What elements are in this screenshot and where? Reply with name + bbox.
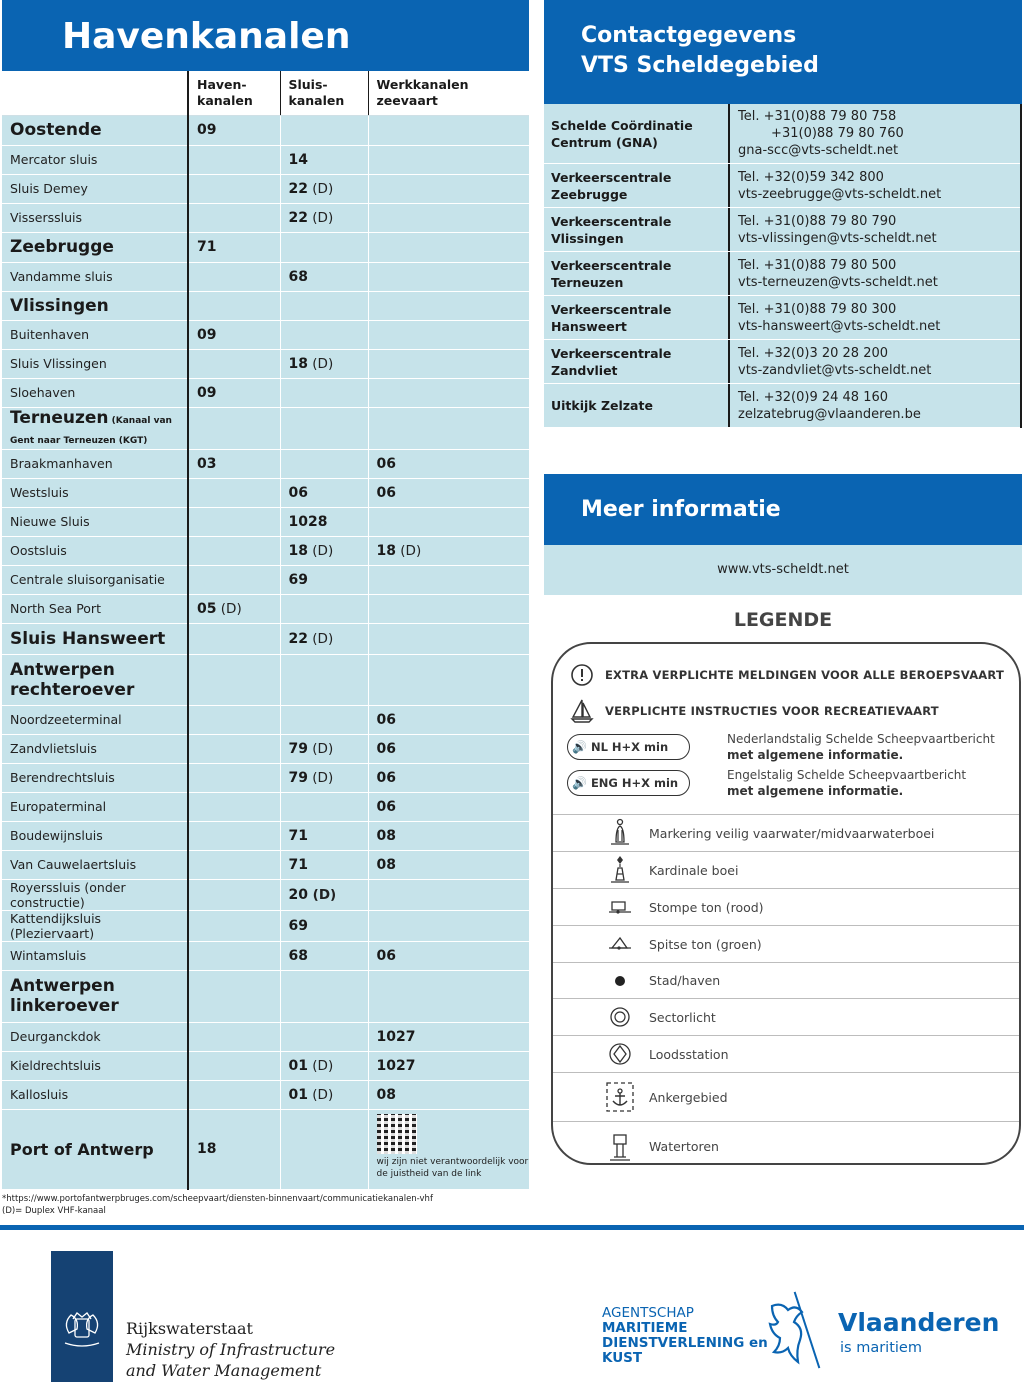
contact-details	[730, 104, 1020, 163]
location-name: Berendrechtsluis	[2, 763, 188, 792]
rijkswaterstaat-text: Rijkswaterstaat Ministry of Infrastructure and Water Management	[126, 1319, 336, 1380]
havenkanaal-value	[188, 623, 280, 654]
sluiskanaal-value	[280, 320, 368, 349]
section-row-vlissingen	[2, 291, 529, 320]
table-row-kattendijksluis-pleziervaart	[2, 910, 529, 941]
contact-title-line-2: VTS Scheldegebied	[581, 53, 819, 78]
meer-informatie-title: Meer informatie	[544, 474, 1022, 545]
contact-row	[544, 296, 1020, 340]
sluiskanaal-value: 22 (D)	[280, 174, 368, 203]
eng-description: Engelstalig Schelde Scheepvaartbericht met algemene informatie.	[727, 768, 967, 798]
sluiskanaal-value: 68	[280, 262, 368, 291]
havenkanaal-value	[188, 734, 280, 763]
werkkanaal-value: 1027	[368, 1051, 529, 1080]
legend-eng-bericht	[567, 768, 1007, 798]
contact-details	[730, 164, 1020, 207]
location-name: Noordzeeterminal	[2, 705, 188, 734]
table-row-nieuwe-sluis	[2, 507, 529, 536]
sluiskanaal-value	[280, 378, 368, 407]
location-name: Port of Antwerp	[2, 1109, 188, 1189]
werkkanaal-value	[368, 654, 529, 705]
legend-item-label: Loodsstation	[649, 1046, 729, 1062]
sailboat-icon	[567, 698, 597, 724]
havenkanaal-value	[188, 970, 280, 1022]
legend-item	[553, 1072, 1019, 1121]
werkkanaal-value: 08	[368, 850, 529, 879]
table-row-oostsluis	[2, 536, 529, 565]
legend-recreatie: VERPLICHTE INSTRUCTIES VOOR RECREATIEVAART	[567, 696, 1007, 726]
legend-item-label: Watertoren	[649, 1139, 719, 1154]
legend-extra-meldingen: EXTRA VERPLICHTE MELDINGEN VOOR ALLE BEROEPSVAART	[567, 660, 1007, 690]
rijkswaterstaat-logo	[51, 1251, 113, 1382]
sluiskanaal-value: 20 (D)	[280, 879, 368, 910]
section-row-zeebrugge	[2, 232, 529, 262]
havenkanaal-value	[188, 792, 280, 821]
havenkanaal-value	[188, 654, 280, 705]
werkkanaal-value	[368, 565, 529, 594]
sluiskanaal-value	[280, 407, 368, 449]
qr-note: wij zijn niet verantwoordelijk voor de juistheid van de link	[376, 1156, 529, 1179]
location-name: Antwerpen linkeroever	[2, 970, 188, 1022]
sluiskanaal-value: 22 (D)	[280, 623, 368, 654]
legend-item	[553, 888, 1019, 925]
werkkanaal-value	[368, 115, 529, 145]
havenkanaal-value	[188, 349, 280, 378]
contact-list	[544, 104, 1022, 428]
nl-description: Nederlandstalig Schelde Scheepvaartbericht met algemene informatie.	[727, 732, 995, 762]
location-name: Sloehaven	[2, 378, 188, 407]
location-name: Royerssluis (onder constructie)	[2, 879, 188, 910]
havenkanaal-value	[188, 407, 280, 449]
werkkanaal-value	[368, 145, 529, 174]
werkkanaal-value: 06	[368, 792, 529, 821]
sluiskanaal-value	[280, 594, 368, 623]
contact-phone[interactable]: +31(0)88 79 80 760	[738, 126, 904, 141]
havenkanaal-value	[188, 850, 280, 879]
legend-item	[553, 851, 1019, 888]
location-name: Vlissingen	[2, 291, 188, 320]
location-name: Vandamme sluis	[2, 262, 188, 291]
contact-row	[544, 208, 1020, 252]
havenkanaal-value	[188, 565, 280, 594]
werkkanaal-value	[368, 349, 529, 378]
table-row-centrale-sluisorganisatie	[2, 565, 529, 594]
location-name: Kattendijksluis (Pleziervaart)	[2, 910, 188, 941]
section-row-sluis-hansweert	[2, 623, 529, 654]
havenkanaal-value: 09	[188, 320, 280, 349]
contact-email[interactable]: vts-vlissingen@vts-scheldt.net	[738, 230, 937, 246]
contact-row	[544, 252, 1020, 296]
sector-light-icon	[605, 999, 635, 1036]
legend-item-label: Kardinale boei	[649, 862, 739, 878]
sluiskanaal-value	[280, 705, 368, 734]
contact-title-line-1: Contactgegevens	[581, 23, 797, 48]
havenkanaal-value	[188, 705, 280, 734]
sluiskanaal-value: 06	[280, 478, 368, 507]
contact-email[interactable]: zelzatebrug@vlaanderen.be	[738, 406, 921, 422]
table-row-north-sea-port	[2, 594, 529, 623]
location-name: Van Cauwelaertsluis	[2, 850, 188, 879]
table-row-vandamme-sluis	[2, 262, 529, 291]
sluiskanaal-value: 68	[280, 941, 368, 970]
conical-buoy-icon	[605, 926, 635, 963]
harbour-dot-icon	[605, 963, 635, 999]
table-row-westsluis	[2, 478, 529, 507]
footer-divider	[0, 1225, 1024, 1230]
location-name: Zeebrugge	[2, 232, 188, 262]
sluiskanaal-value	[280, 792, 368, 821]
havenkanaal-value: 05 (D)	[188, 594, 280, 623]
sluiskanaal-value	[280, 1022, 368, 1051]
table-row-sluis-demey	[2, 174, 529, 203]
werkkanaal-value: 06	[368, 705, 529, 734]
safe-water-buoy-icon	[605, 815, 635, 852]
legend-item	[553, 814, 1019, 851]
sluiskanaal-value	[280, 1109, 368, 1189]
sluiskanaal-value: 14	[280, 145, 368, 174]
location-name: North Sea Port	[2, 594, 188, 623]
water-tower-icon	[605, 1122, 635, 1166]
contact-email[interactable]: vts-zeebrugge@vts-scheldt.net	[738, 186, 942, 202]
sluiskanaal-value	[280, 654, 368, 705]
anchorage-icon	[605, 1073, 635, 1122]
table-row-kieldrechtsluis	[2, 1051, 529, 1080]
werkkanaal-value	[368, 407, 529, 449]
sluiskanaal-value	[280, 449, 368, 478]
sluiskanaal-value: 71	[280, 850, 368, 879]
contact-details	[730, 384, 1020, 427]
header-empty	[2, 71, 188, 115]
contact-row	[544, 104, 1020, 164]
contact-name: Schelde Coördinatie Centrum (GNA)	[544, 104, 730, 163]
werkkanaal-value: 06	[368, 734, 529, 763]
contact-details	[730, 208, 1020, 251]
havenkanaal-value	[188, 145, 280, 174]
location-name: Antwerpen rechteroever	[2, 654, 188, 705]
contact-details	[730, 340, 1020, 383]
header-werkkanalen: Werkkanalen zeevaart	[368, 71, 529, 115]
sluiskanaal-value: 22 (D)	[280, 203, 368, 232]
contact-phone[interactable]: Tel. +32(0)9 24 48 160	[738, 389, 889, 405]
contact-row	[544, 340, 1020, 384]
havenkanaal-value	[188, 262, 280, 291]
location-name: Kallosluis	[2, 1080, 188, 1109]
location-name: Westsluis	[2, 478, 188, 507]
sluiskanaal-value	[280, 970, 368, 1022]
eng-pill: 🔊 ENG H+X min	[567, 770, 690, 796]
location-name: Sluis Vlissingen	[2, 349, 188, 378]
werkkanaal-value	[368, 879, 529, 910]
werkkanaal-value	[368, 910, 529, 941]
havenkanaal-value	[188, 507, 280, 536]
werkkanaal-value	[368, 262, 529, 291]
werkkanaal-value: 06	[368, 478, 529, 507]
werkkanaal-value	[368, 203, 529, 232]
location-name: Wintamsluis	[2, 941, 188, 970]
werkkanaal-value: 08	[368, 1080, 529, 1109]
contact-name: Verkeerscentrale Zeebrugge	[544, 164, 730, 207]
legend-item-label: Stad/haven	[649, 973, 721, 988]
legend-item	[553, 998, 1019, 1035]
havenkanaal-value	[188, 941, 280, 970]
contact-name: Uitkijk Zelzate	[544, 384, 730, 427]
table-row-visserssluis	[2, 203, 529, 232]
legend-item	[553, 1121, 1019, 1165]
havenkanaal-value	[188, 174, 280, 203]
legend-item-label: Stompe ton (rood)	[649, 899, 764, 915]
qr-code-icon[interactable]	[377, 1114, 417, 1154]
contact-panel	[544, 0, 1022, 428]
header-havenkanalen: Haven- kanalen	[188, 71, 280, 115]
location-name: Kieldrechtsluis	[2, 1051, 188, 1080]
werkkanaal-value	[368, 174, 529, 203]
section-row-terneuzen	[2, 407, 529, 449]
sluiskanaal-value: 18 (D)	[280, 536, 368, 565]
table-row-wintamsluis	[2, 941, 529, 970]
havenkanaal-value: 09	[188, 378, 280, 407]
section-row-antwerpen-linkeroever	[2, 970, 529, 1022]
section-row-antwerpen-rechteroever	[2, 654, 529, 705]
nl-pill: 🔊 NL H+X min	[567, 734, 690, 760]
location-name: Visserssluis	[2, 203, 188, 232]
legend-item-label: Markering veilig vaarwater/midvaarwaterboei	[649, 825, 935, 841]
location-name: Boudewijnsluis	[2, 821, 188, 850]
sluiskanaal-value: 01 (D)	[280, 1080, 368, 1109]
table-row-van-cauwelaertsluis	[2, 850, 529, 879]
sluiskanaal-value	[280, 291, 368, 320]
legend-nl-bericht	[567, 732, 1007, 762]
location-name: Nieuwe Sluis	[2, 507, 188, 536]
pilot-station-icon	[605, 1036, 635, 1073]
legend-title: LEGENDE	[733, 609, 833, 631]
section-row-port-of-antwerp	[2, 1109, 529, 1189]
vlaanderen-title: Vlaanderen	[838, 1308, 1000, 1337]
header-sluiskanalen: Sluis- kanalen	[280, 71, 368, 115]
table-row-europaterminal	[2, 792, 529, 821]
havenkanalen-panel	[2, 0, 529, 1190]
sluiskanaal-value	[280, 232, 368, 262]
vlaanderen-subtitle: is maritiem	[840, 1340, 922, 1356]
havenkanaal-value	[188, 1051, 280, 1080]
contact-name: Verkeerscentrale Zandvliet	[544, 340, 730, 383]
werkkanaal-value: 06	[368, 449, 529, 478]
werkkanaal-value	[368, 378, 529, 407]
table-row-zandvlietsluis	[2, 734, 529, 763]
location-name: Europaterminal	[2, 792, 188, 821]
legend-item-label: Spitse ton (groen)	[649, 936, 762, 952]
table-row-boudewijnsluis	[2, 821, 529, 850]
sluiskanaal-value: 69	[280, 565, 368, 594]
legend-item	[553, 925, 1019, 962]
location-name: Sluis Hansweert	[2, 623, 188, 654]
meer-informatie-panel	[544, 474, 1022, 595]
werkkanaal-value	[368, 623, 529, 654]
werkkanaal-value: 18 (D)	[368, 536, 529, 565]
contact-phone[interactable]: Tel. +31(0)88 79 80 300	[738, 301, 897, 317]
footnote	[2, 1193, 529, 1217]
contact-phone[interactable]: Tel. +32(0)59 342 800	[738, 169, 884, 185]
contact-details	[730, 296, 1020, 339]
sluiskanaal-value: 18 (D)	[280, 349, 368, 378]
location-name: Deurganckdok	[2, 1022, 188, 1051]
havenkanaal-value	[188, 763, 280, 792]
footnote-link[interactable]: *https://www.portofantwerpbruges.com/scheepvaart/diensten-binnenvaart/communicatiekanalen-vhf	[2, 1194, 433, 1204]
werkkanaal-value: 1027	[368, 1022, 529, 1051]
havenkanaal-value	[188, 1022, 280, 1051]
speaker-icon: 🔊	[572, 776, 587, 790]
contact-email[interactable]: gna-scc@vts-scheldt.net	[738, 143, 899, 158]
table-row-sloehaven	[2, 378, 529, 407]
legend-item-label: Sectorlicht	[649, 1009, 716, 1025]
location-name: Sluis Demey	[2, 174, 188, 203]
location-name: Braakmanhaven	[2, 449, 188, 478]
location-name: Zandvlietsluis	[2, 734, 188, 763]
havenkanaal-value	[188, 478, 280, 507]
can-buoy-icon	[605, 889, 635, 926]
sluiskanaal-value: 71	[280, 821, 368, 850]
contact-phone[interactable]: Tel. +31(0)88 79 80 500	[738, 257, 897, 273]
sluiskanaal-value: 79 (D)	[280, 734, 368, 763]
table-row-kallosluis	[2, 1080, 529, 1109]
table-row-buitenhaven	[2, 320, 529, 349]
contact-row	[544, 384, 1020, 428]
werkkanaal-value	[368, 232, 529, 262]
exclamation-icon	[567, 663, 597, 687]
werkkanaal-value	[368, 320, 529, 349]
contact-row	[544, 164, 1020, 208]
contact-name: Verkeerscentrale Hansweert	[544, 296, 730, 339]
table-row-royerssluis-onder-constructie	[2, 879, 529, 910]
table-row-deurganckdok	[2, 1022, 529, 1051]
location-name: Mercator sluis	[2, 145, 188, 174]
legend-box	[551, 642, 1021, 1165]
havenkanalen-title: Havenkanalen	[2, 0, 529, 71]
agentschap-logo-text: AGENTSCHAP MARITIEME DIENSTVERLENING en KUST	[602, 1305, 768, 1366]
table-row-noordzeeterminal	[2, 705, 529, 734]
contact-email[interactable]: vts-terneuzen@vts-scheldt.net	[738, 274, 938, 290]
legend-item	[553, 1035, 1019, 1072]
contact-phone[interactable]: Tel. +32(0)3 20 28 200	[738, 345, 889, 361]
werkkanaal-value: 06	[368, 941, 529, 970]
havenkanaal-value	[188, 203, 280, 232]
sluiskanaal-value	[280, 115, 368, 145]
werkkanaal-value: 08	[368, 821, 529, 850]
sluiskanaal-value: 01 (D)	[280, 1051, 368, 1080]
havenkanaal-value	[188, 291, 280, 320]
table-row-braakmanhaven	[2, 449, 529, 478]
havenkanaal-value: 18	[188, 1109, 280, 1189]
legend-item	[553, 962, 1019, 998]
sluiskanaal-value: 79 (D)	[280, 763, 368, 792]
contact-phone[interactable]: Tel. +31(0)88 79 80 758	[738, 109, 897, 124]
havenkanaal-value	[188, 821, 280, 850]
werkkanaal-value: 06	[368, 763, 529, 792]
havenkanaal-value: 71	[188, 232, 280, 262]
location-name: Oostende	[2, 115, 188, 145]
werkkanaal-value	[368, 291, 529, 320]
contact-name: Verkeerscentrale Vlissingen	[544, 208, 730, 251]
sluiskanaal-value: 1028	[280, 507, 368, 536]
location-name: Buitenhaven	[2, 320, 188, 349]
contact-email[interactable]: vts-hansweert@vts-scheldt.net	[738, 318, 941, 334]
speaker-icon: 🔊	[572, 740, 587, 754]
havenkanaal-value	[188, 910, 280, 941]
section-row-oostende	[2, 115, 529, 145]
werkkanaal-value	[368, 507, 529, 536]
havenkanaal-value	[188, 1080, 280, 1109]
havenkanaal-value: 09	[188, 115, 280, 145]
footnote-duplex: (D)= Duplex VHF-kanaal	[2, 1206, 106, 1216]
werkkanaal-value	[368, 594, 529, 623]
contact-phone[interactable]: Tel. +31(0)88 79 80 790	[738, 213, 897, 229]
location-name: Oostsluis	[2, 536, 188, 565]
werkkanaal-value	[368, 970, 529, 1022]
table-row-mercator-sluis	[2, 145, 529, 174]
werkkanaal-value	[368, 1109, 529, 1189]
cardinal-buoy-icon	[605, 852, 635, 889]
location-name: Terneuzen (Kanaal van Gent naar Terneuzen (KGT)	[2, 407, 188, 449]
table-row-berendrechtsluis	[2, 763, 529, 792]
table-row-sluis-vlissingen	[2, 349, 529, 378]
contact-title	[544, 0, 1022, 104]
havenkanaal-value	[188, 536, 280, 565]
contact-name: Verkeerscentrale Terneuzen	[544, 252, 730, 295]
havenkanaal-value: 03	[188, 449, 280, 478]
website-link[interactable]: www.vts-scheldt.net	[544, 545, 1022, 595]
contact-email[interactable]: vts-zandvliet@vts-scheldt.net	[738, 362, 932, 378]
contact-details	[730, 252, 1020, 295]
legend-item-label: Ankergebied	[649, 1089, 728, 1105]
location-name: Centrale sluisorganisatie	[2, 565, 188, 594]
havenkanaal-value	[188, 879, 280, 910]
sluiskanaal-value: 69	[280, 910, 368, 941]
havenkanalen-table	[2, 71, 529, 1190]
